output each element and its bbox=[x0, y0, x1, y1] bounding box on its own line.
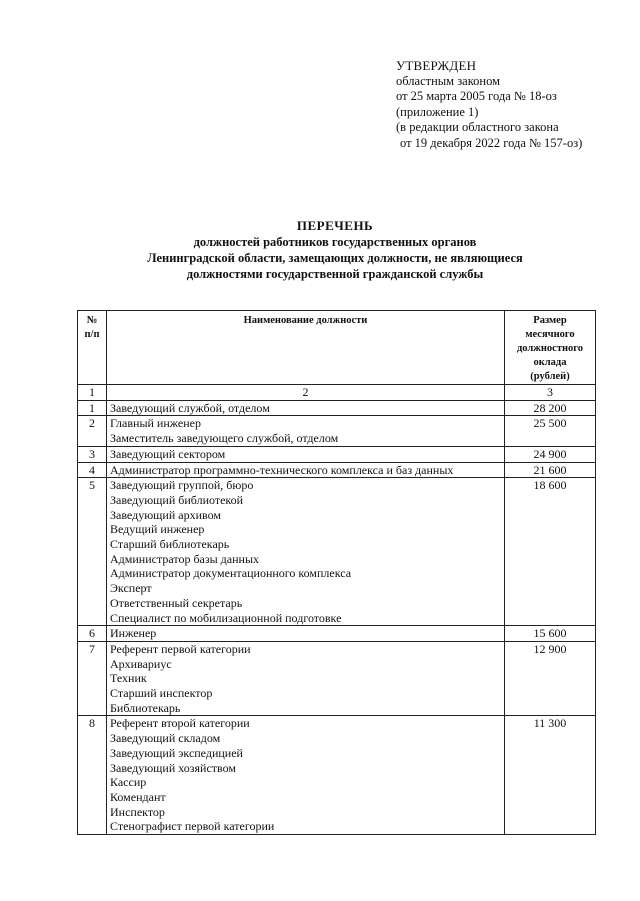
position-name: Заведующий архивом bbox=[110, 507, 221, 522]
approval-line: (приложение 1) bbox=[396, 104, 479, 119]
table-row bbox=[78, 400, 596, 416]
approval-line: (в редакции областного закона bbox=[396, 120, 559, 134]
position-name: Архивариус bbox=[110, 656, 172, 671]
table-row bbox=[78, 462, 596, 478]
row-salary: 28 200 bbox=[505, 400, 596, 416]
position-name: Заведующий сектором bbox=[110, 446, 226, 461]
positions-table bbox=[77, 310, 596, 835]
position-name: Специалист по мобилизационной подготовке bbox=[110, 610, 342, 625]
position-name: Заведующий складом bbox=[110, 731, 221, 746]
position-name: Ведущий инженер bbox=[110, 522, 205, 537]
position-name: Заведующий службой, отделом bbox=[110, 400, 270, 415]
column-number: 3 bbox=[505, 385, 596, 401]
row-number: 6 bbox=[78, 626, 107, 642]
position-name: Заведующий группой, бюро bbox=[110, 478, 254, 493]
header-position-name: Наименование должности bbox=[107, 311, 505, 385]
row-positions bbox=[107, 716, 505, 835]
header-number: № п/п bbox=[78, 311, 107, 385]
approval-line: от 19 декабря 2022 года № 157-оз) bbox=[400, 135, 583, 150]
row-salary: 15 600 bbox=[505, 626, 596, 642]
position-name: Главный инженер bbox=[110, 416, 201, 431]
table-body bbox=[78, 400, 596, 834]
position-name: Стенографист первой категории bbox=[110, 819, 275, 834]
title-main: ПЕРЕЧЕНЬ bbox=[296, 218, 374, 233]
row-positions bbox=[107, 416, 505, 446]
row-number: 4 bbox=[78, 462, 107, 478]
position-name: Заведующий экспедицией bbox=[110, 745, 243, 760]
position-name: Заведующий библиотекой bbox=[110, 492, 244, 507]
table-row bbox=[78, 641, 596, 716]
table-header-row bbox=[78, 311, 596, 385]
row-positions bbox=[107, 478, 505, 626]
row-positions bbox=[107, 400, 505, 416]
position-name: Инженер bbox=[110, 626, 157, 641]
column-number-row bbox=[78, 385, 596, 401]
row-salary: 11 300 bbox=[505, 716, 596, 835]
row-salary: 12 900 bbox=[505, 641, 596, 716]
table-row bbox=[78, 716, 596, 835]
row-number: 8 bbox=[78, 716, 107, 835]
approval-line: от 25 марта 2005 года № 18-оз bbox=[396, 89, 557, 103]
position-name: Референт первой категории bbox=[110, 641, 251, 656]
row-salary: 18 600 bbox=[505, 478, 596, 626]
row-positions bbox=[107, 626, 505, 642]
position-name: Старший инспектор bbox=[110, 686, 213, 701]
row-salary: 24 900 bbox=[505, 446, 596, 462]
document-title bbox=[60, 218, 610, 282]
position-name: Техник bbox=[110, 671, 147, 686]
position-name: Старший библиотекарь bbox=[110, 537, 230, 552]
row-positions bbox=[107, 641, 505, 716]
position-name: Инспектор bbox=[110, 804, 165, 819]
row-salary: 25 500 bbox=[505, 416, 596, 446]
title-line: Ленинградской области, замещающих должности, не являющиеся bbox=[147, 251, 523, 265]
column-number: 2 bbox=[107, 385, 505, 401]
position-name: Ответственный секретарь bbox=[110, 595, 243, 610]
table-row bbox=[78, 478, 596, 626]
approval-line: областным законом bbox=[396, 73, 501, 88]
position-name: Эксперт bbox=[110, 581, 152, 596]
row-positions bbox=[107, 446, 505, 462]
position-name: Заведующий хозяйством bbox=[110, 760, 236, 775]
column-number: 1 bbox=[78, 385, 107, 401]
table-row bbox=[78, 626, 596, 642]
row-number: 7 bbox=[78, 641, 107, 716]
approval-heading: УТВЕРЖДЕН bbox=[396, 58, 477, 73]
title-line: должностей работников государственных органов bbox=[193, 235, 477, 249]
position-name: Кассир bbox=[110, 775, 147, 790]
position-name: Администратор программно-технического комплекса и баз данных bbox=[110, 462, 454, 477]
row-salary: 21 600 bbox=[505, 462, 596, 478]
position-name: Библиотекарь bbox=[110, 700, 181, 715]
row-positions bbox=[107, 462, 505, 478]
position-name: Администратор базы данных bbox=[110, 551, 260, 566]
row-number: 5 bbox=[78, 478, 107, 626]
row-number: 1 bbox=[78, 400, 107, 416]
position-name: Референт второй категории bbox=[110, 716, 250, 731]
title-line: должностями государственной гражданской службы bbox=[186, 267, 484, 281]
table-row bbox=[78, 446, 596, 462]
header-salary: Размер месячного должностного оклада (рублей) bbox=[505, 311, 596, 385]
row-number: 2 bbox=[78, 416, 107, 446]
row-number: 3 bbox=[78, 446, 107, 462]
position-name: Комендант bbox=[110, 789, 166, 804]
approval-block bbox=[396, 58, 582, 151]
position-name: Заместитель заведующего службой, отделом bbox=[110, 431, 339, 446]
table-row bbox=[78, 416, 596, 446]
position-name: Администратор документационного комплекса bbox=[110, 566, 352, 581]
